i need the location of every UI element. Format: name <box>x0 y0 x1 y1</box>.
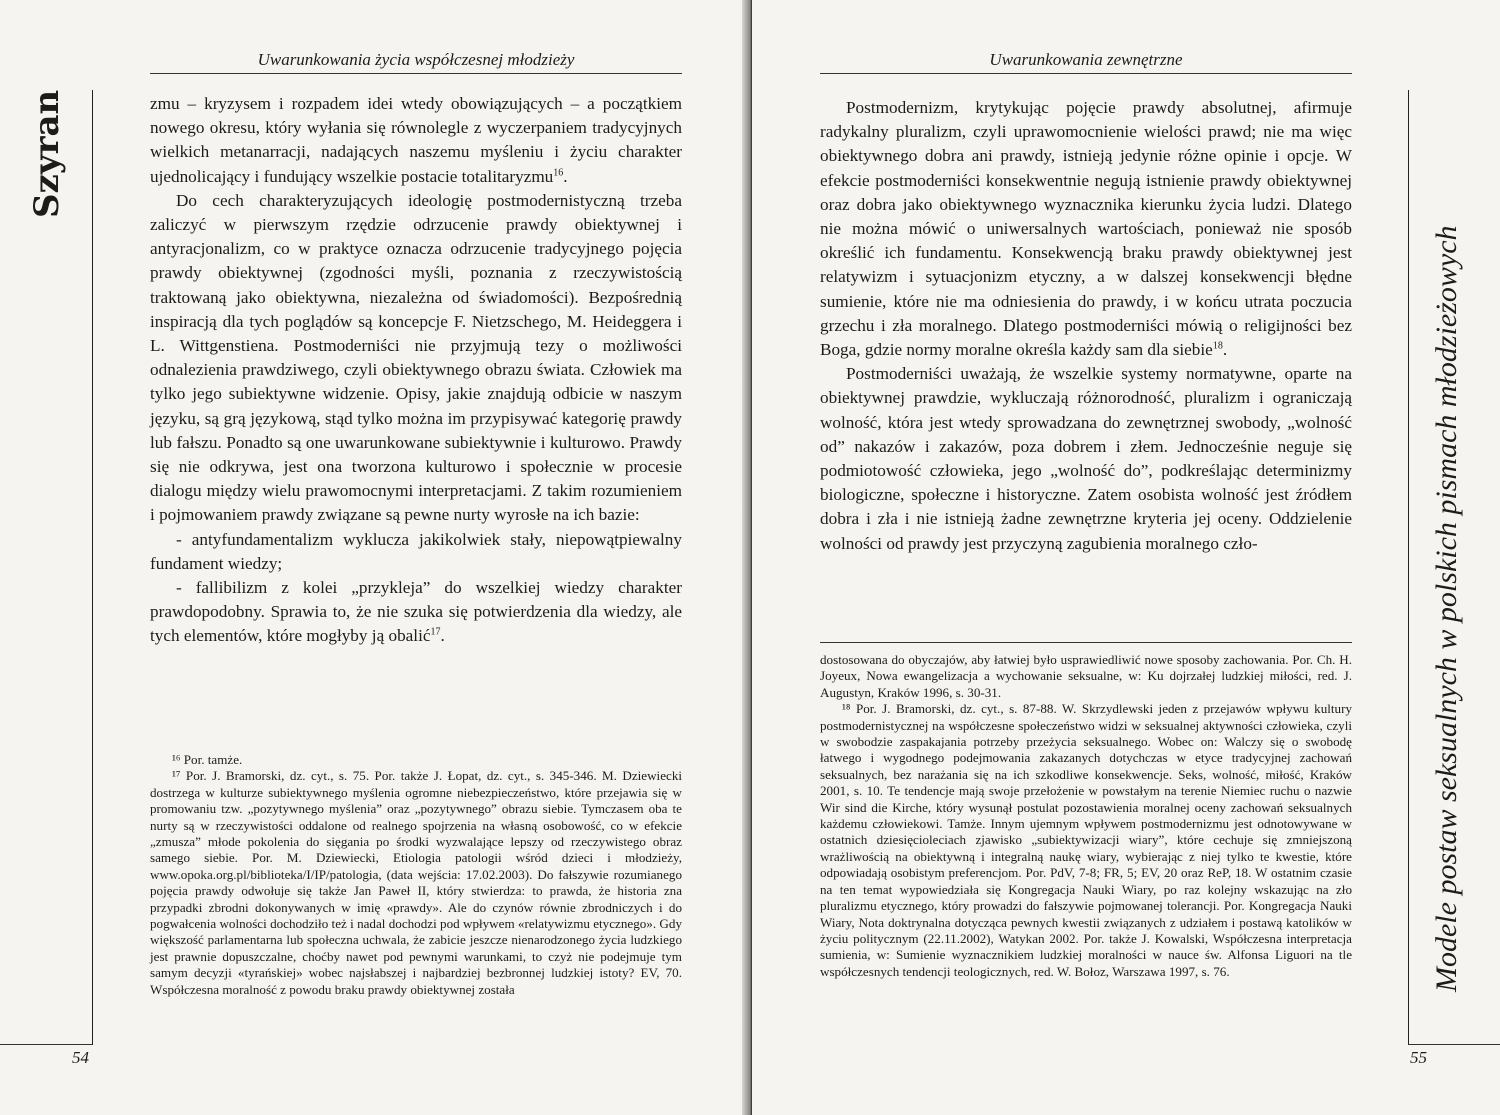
note-ref: 17 <box>430 626 441 638</box>
footnotes-left <box>150 752 682 998</box>
footnote: ¹⁸ Por. J. Bramorski, dz. cyt., s. 87-88. W. Skrzydlewski jeden z przejawów wpływu kultury postmodernistycznej na współczesne społeczeństwo widzi w seksualnej aktywności człowieka, czyli w swobodzie zaspakajania potrzeby przeżycia seksualnego. Wobec on: Walczy się o swobodę łatwego i wygodnego podejmowania zakazanych dotychczas w etyce tradycyjnej zachowań seksualnych, bez narażania się na ich szkodliwe konsekwencje. Seks, wolność, miłość, Kraków 2001, s. 10. Te tendencje mają swoje przełożenie w powstałym na terenie Niemiec ruchu o nazwie Wir sind die Kirche, który wysunął postulat pozostawienia moralnej oceny zachowań seksualnych każdemu człowiekowi. Tamże. Innym ujemnym wpływem postmodernizmu jest odnotowywane w ostatnich dziesięcioleciach zjawisko „subiektywizacji wiary”, które cechuje się zmniejszoną wrażliwością na obiektywną i integralną naukę wiary, wybierając z niej tylko te kwestie, które odpowiadają osobistym preferencjom. Por. PdV, 7-8; FR, 5; EV, 20 oraz ReP, 18. W ostatnim czasie na ten temat wypowiedziała się Kongregacja Nauki Wiary, po raz kolejny wskazując na zło pluralizmu etycznego, który prowadzi do fałszywie pojmowanej tolerancji. Por. Kongregacja Nauki Wiary, Nota doktrynalna dotycząca pewnych kwestii związanych z udziałem i postawą katolików w życiu politycznym (22.11.2002), Watykan 2002. Por. także J. Kowalski, Współczesna interpretacja sumienia, w: Sumienie wyznacznikiem ludzkiej moralności w nauce św. Alfonsa Liguori na tle współczesnych tendencji teologicznych, red. W. Bołoz, Warszawa 1997, s. 76. <box>820 701 1352 979</box>
footnote: dostosowana do obyczajów, aby łatwiej było usprawiedliwić nowe sposoby zachowania. Por. Ch. H. Joyeux, Nowa ewangelizacja a wychowanie seksualne, w: Ku dojrzałej ludzkiej miłości, red. J. Augustyn, Kraków 1996, s. 30-31. <box>820 652 1352 700</box>
side-title-left: Szyran <box>27 89 67 218</box>
paragraph: Postmodernizm, krytykując pojęcie prawdy absolutnej, afirmuje radykalny pluralizm, czyli uprawomocnienie wielości prawd; nie ma więc obiektywnego dobra ani prawdy, istnieją jedynie różne opinie i opcje. W efekcie postmoderniści konsekwentnie negują istnienie prawdy obiektywnej oraz dobra jako obiektywnego wyznacznika kierunku życia ludzi. Dlatego nie można mówić o uniwersalnych wartościach, ponieważ nie sposób określić ich fundamentu. Konsekwencją braku prawdy obiektywnej jest relatywizm i sytuacjonizm etyczny, a w dalszej konsekwencji błędne sumienie, które nie ma odniesienia do prawdy, i w końcu utrata poczucia grzechu i zła moralnego. Dlatego postmoderniści mówią o religijności bez Boga, gdzie normy moralne określa każdy sam dla siebie$^{18}$. <box>820 98 1352 360</box>
running-head-left: Uwarunkowania życia współczesnej młodzieży <box>257 50 575 69</box>
note-ref: 18 <box>1212 340 1223 352</box>
note-ref: 16 <box>553 166 564 178</box>
paragraph: zmu – kryzysem i rozpadem idei wtedy obowiązujących – a początkiem nowego okresu, który wyłania się równolegle z wyczerpaniem tradycyjnych wielkich metanarracji, nadających naszemu myśleniu i życiu charakter ujednolicający i fundujący wszelkie postacie totalitaryzmu$^{16}$. <box>150 94 682 186</box>
footnote: ¹⁶ Por. tamże. <box>172 752 243 767</box>
folio-rule-left <box>0 1044 92 1045</box>
folio-rule-right <box>1408 1044 1500 1045</box>
footnote-rule-right <box>820 642 1352 643</box>
right-page <box>752 0 1500 1115</box>
side-bar-right <box>1408 90 1409 1045</box>
left-page <box>0 0 748 1115</box>
footnotes-right <box>820 652 1352 980</box>
paragraph: Postmoderniści uważają, że wszelkie systemy normatywne, oparte na obiektywnej prawdzie, wykluczają różnorodność, pluralizm i ograniczają wolność, która jest wtedy sprowadzana do zewnętrznej swobody, „wolność od” nakazów i zakazów, poza dobrem i złem. Jednocześnie neguje się podmiotowość człowieka, jego „wolność do”, podkreślając determinizmy biologiczne, społeczne i historyczne. Zatem osobista wolność jest źródłem dobra i zła i nie istnieją żadne zewnętrzne kryteria jej oceny. Oddzielenie wolności od prawdy jest przyczyną zagubienia moralnego czło- <box>820 364 1352 553</box>
page-number-right: 55 <box>1410 1048 1427 1067</box>
page-number-left: 54 <box>72 1048 89 1067</box>
paragraph: Do cech charakteryzujących ideologię postmodernistyczną trzeba zaliczyć w pierwszym rzędzie odrzucenie prawdy obiektywnej i antyracjonalizm, co w praktyce oznacza odrzucenie tradycyjnego pojęcia prawdy obiektywnej (zgodności myśli, poznania z rzeczywistością traktowaną jako obiektywna, niezależna od świadomości). Bezpośrednią inspiracją dla tych poglądów są koncepcje F. Nietzschego, M. Heideggera i L. Wittgenstiena. Postmoderniści nie przyjmują tezy o możliwości odnalezienia prawdziwego, czyli obiektywnego obrazu świata. Człowiek ma tylko jego subiektywne widzenie. Opisy, jakie znajdują odbicie w naszym języku, są grą językową, stąd tylko można im przypisywać kategorię prawdy lub fałszu. Ponadto są one uwarunkowane subiektywnie i kulturowo. Prawdy się nie odkrywa, jest ona tworzona kulturowo i społecznie w procesie dialogu między wielu prawomocnymi interpretacjami. Z takim rozumieniem i pojmowaniem prawdy związane są pewne nurty wyrosłe na ich bazie: <box>150 190 682 525</box>
head-rule-left <box>150 73 682 74</box>
footnote: ¹⁷ Por. J. Bramorski, dz. cyt., s. 75. Por. także J. Łopat, dz. cyt., s. 345-346. M. Dziewiecki dostrzega w kulturze subiektywnego myślenia ogromne niebezpieczeństwo, które przejawia się w promowaniu tzw. „pozytywnego myślenia” oraz „pozytywnego” obrazu siebie. Tymczasem oba te nurty są w rzeczywistości oddalone od realnego spojrzenia na własną osobowość, co w efekcie „zmusza” młode pokolenia do sięgania po środki wyzwalające lepszy od rzeczywistego obraz samego siebie. Por. M. Dziewiecki, Etiologia patologii wśród dzieci i młodzieży, www.opoka.org.pl/biblioteka/I/IP/patologia, (data wejścia: 17.02.2003). Do fałszywie rozumianego pojęcia prawdy odwołuje się także Jan Paweł II, który stwierdza: to prawda, że historia zna przypadki zbrodni dokonywanych w imię «prawdy». Ale do czynów równie zbrodniczych i do pogwałcenia wolności dochodziło też i nadal dochodzi pod wpływem «relatywizmu etycznego». Gdy większość parlamentarna lub społeczna uchwala, że zabicie jeszcze nienarodzonego życia ludzkiego jest prawnie dopuszczalne, choćby nawet pod pewnymi warunkami, to czyż nie podejmuje tym samym decyzji «tyrańskiej» wobec najsłabszej i najbardziej bezbronnej ludzkiej istoty? EV, 70. Współczesna moralność z powodu braku prawdy obiektywnej została <box>150 768 682 997</box>
head-rule-right <box>820 73 1352 74</box>
body-text-right <box>820 96 1352 556</box>
body-text-left <box>150 92 682 649</box>
running-head-right: Uwarunkowania zewnętrzne <box>989 50 1183 69</box>
side-title-right: Modele postaw seksualnych w polskich pismach młodzieżowych <box>1430 225 1463 992</box>
side-bar-left <box>92 90 93 1045</box>
list-item: - fallibilizm z kolei „przykleja” do wszelkiej wiedzy charakter prawdopodobny. Sprawia to, że nie szuka się potwierdzenia dla wiedzy, ale tych elementów, które mogłyby ją obalić$^{17}$. <box>150 578 682 646</box>
list-item: - antyfundamentalizm wyklucza jakikolwiek stały, niepowątpiewalny fundament wiedzy; <box>150 529 682 573</box>
